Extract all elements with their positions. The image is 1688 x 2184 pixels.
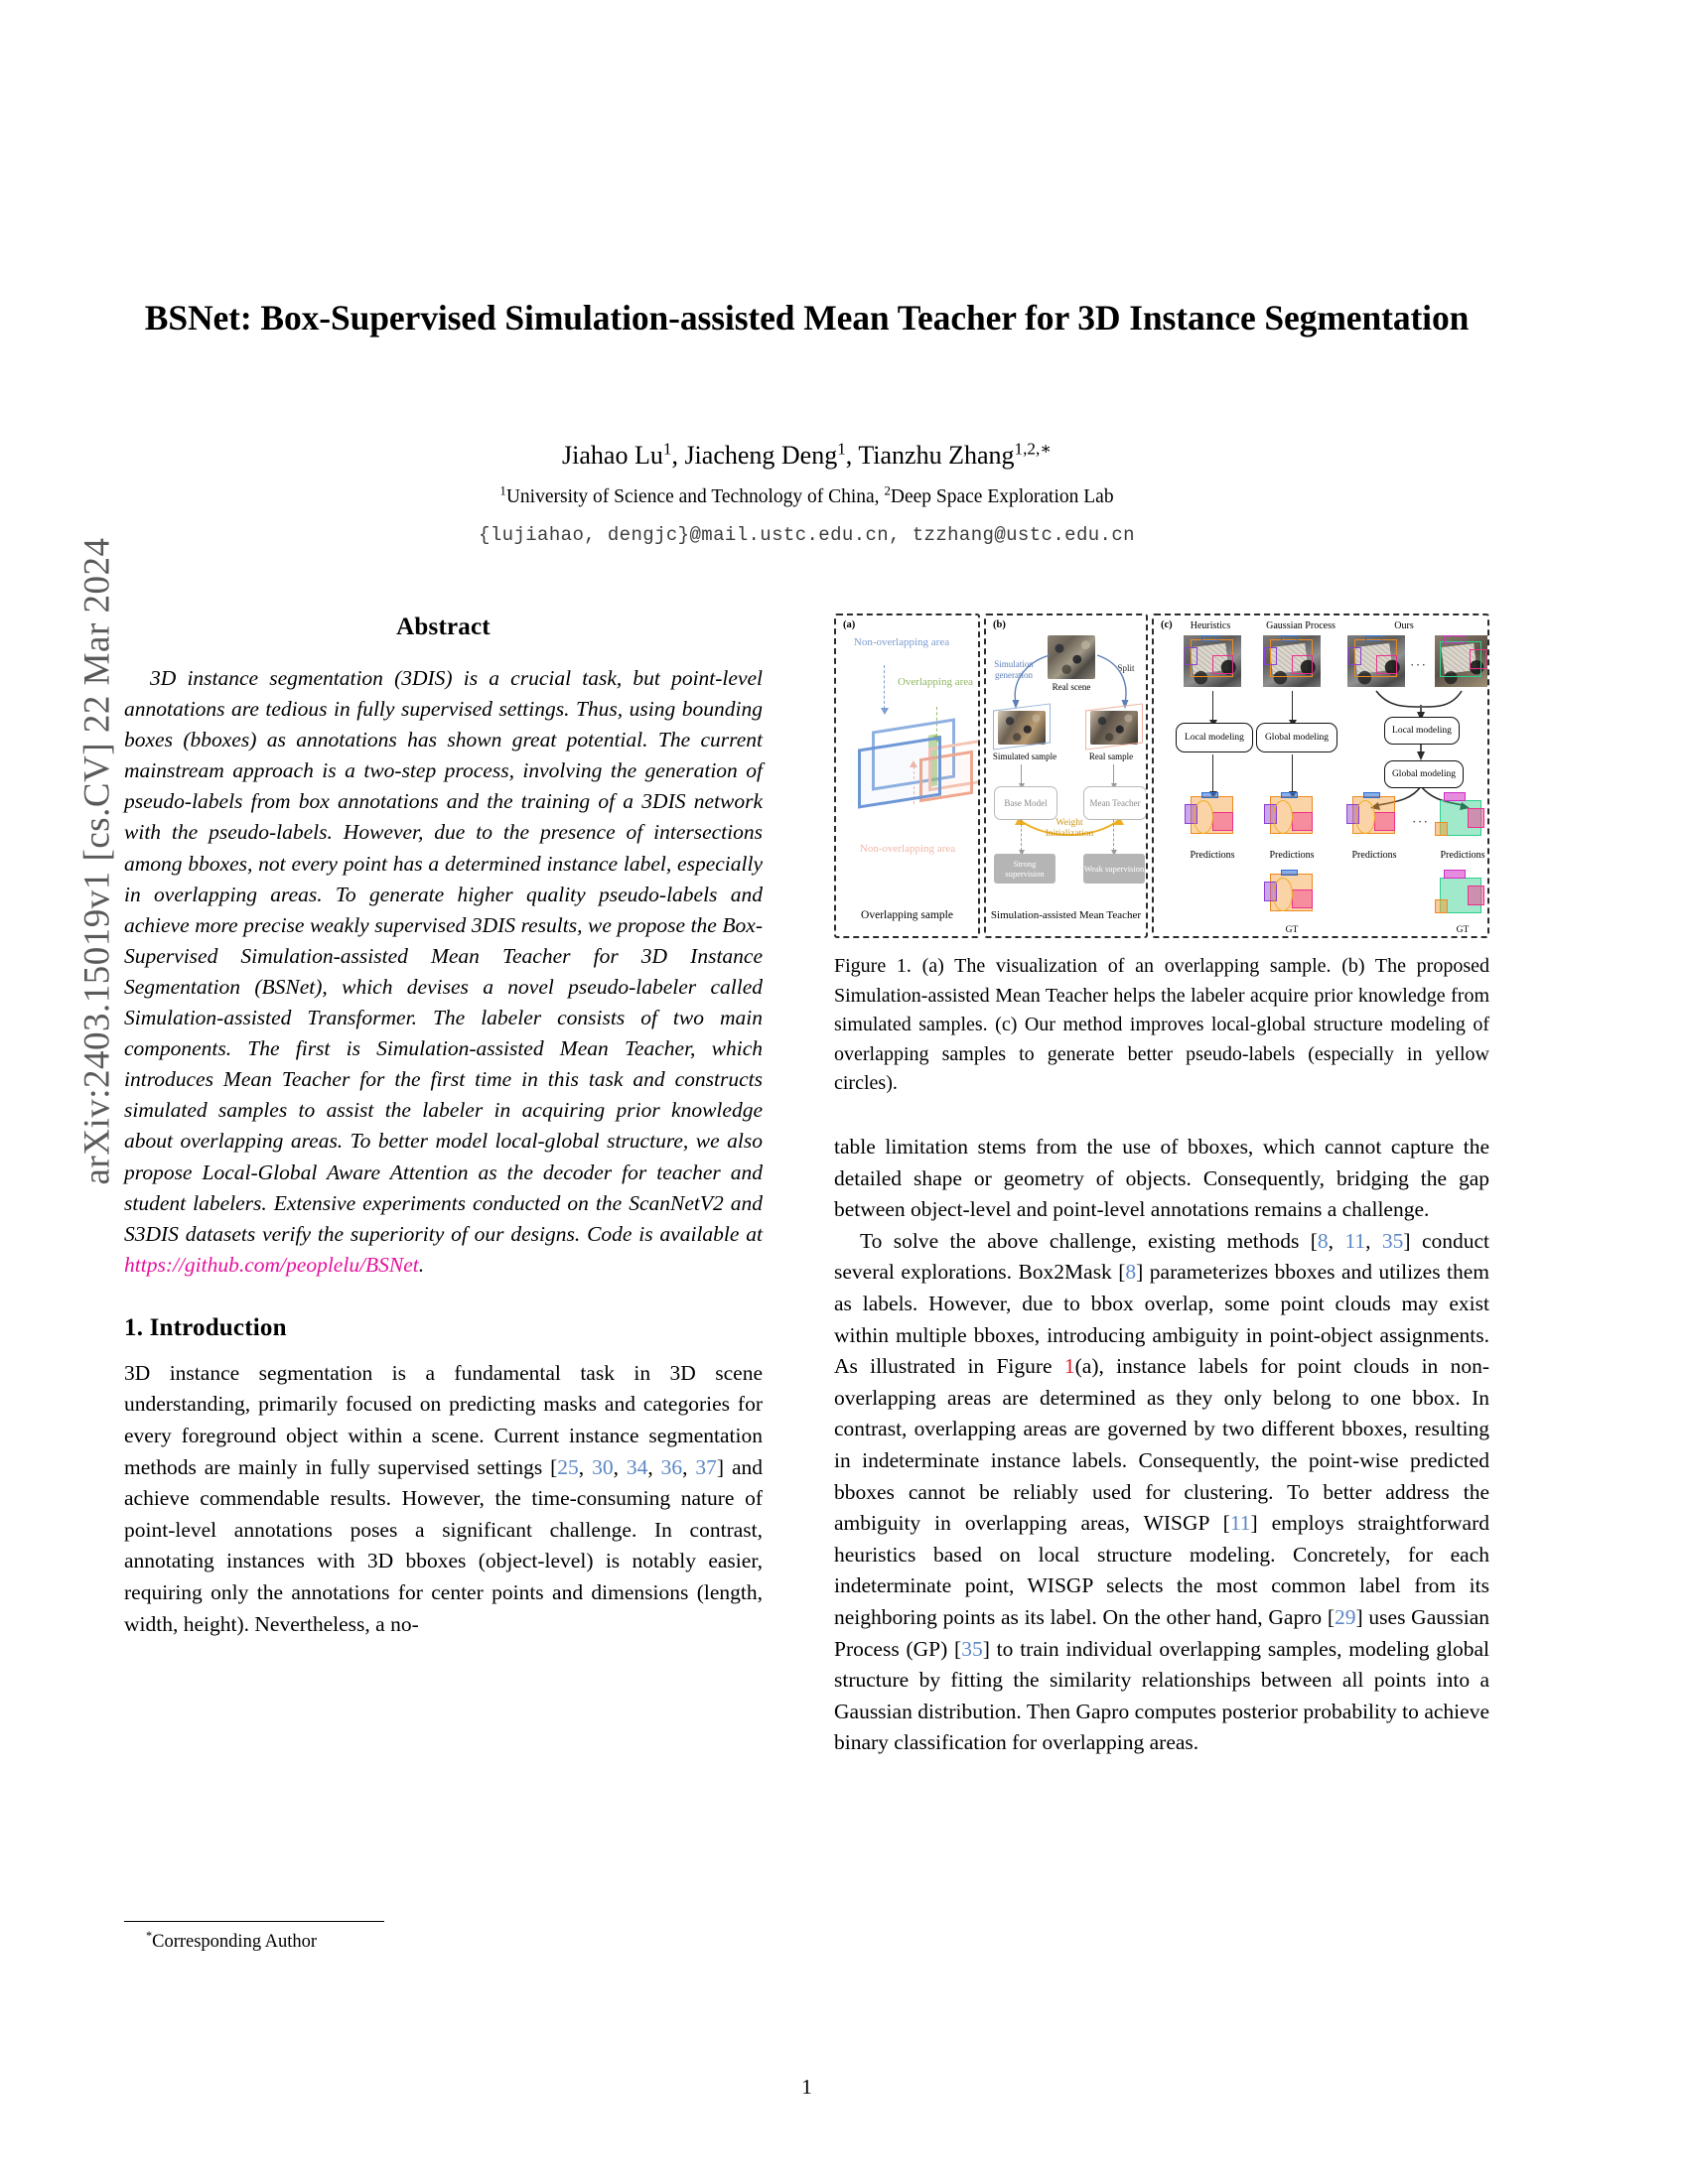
panel-c-scene2-bbox-blue <box>1281 635 1298 641</box>
panel-c-gt-ours <box>1435 870 1488 921</box>
panel-c-arrow-local-to-pred1 <box>1212 754 1213 792</box>
citation-36[interactable]: 36 <box>660 1454 683 1479</box>
introduction-heading: 1. Introduction <box>124 1313 287 1341</box>
right-p2-d: (a), instance labels for point clouds in non-overlapping areas are determined as they only belong to one bbox. In contrast, overlapping areas are governed by two different bboxes, resulting in indeterminate instance labels. Consequently, the point-wise predicted bboxes cannot be reliably used for clustering. To better address the ambiguity in overlapping areas, WISGP [ <box>834 1354 1489 1536</box>
panel-c-scene3-bbox-pink <box>1376 655 1397 674</box>
panel-a-label-nonoverlapping-top: Non-overlapping area <box>853 636 950 648</box>
right-p2-g: ] to train individual overlapping samples, modeling global structure by fitting the similarity relationships between all points into a Gaussian distribution. Then Gapro computes posterior probability to achieve binary classification for overlapping areas. <box>834 1636 1489 1755</box>
panel-b-real-scene-image <box>1048 635 1095 679</box>
panel-b-label-real-scene: Real scene <box>1052 682 1091 692</box>
citation-11-b[interactable]: 11 <box>1229 1511 1251 1536</box>
gtN-pink <box>1468 886 1484 905</box>
figure-panel-a <box>834 614 980 938</box>
pred1-pink <box>1212 812 1233 831</box>
panel-c-label-predictions-n: Predictions <box>1440 850 1485 861</box>
panel-c-highlight-ellipse-3 <box>1355 800 1375 834</box>
panel-b-tag: (b) <box>993 619 1006 630</box>
footnote <box>124 1921 763 1953</box>
pred2-pink <box>1292 812 1313 831</box>
panel-b-arrow-to-base-model <box>1021 764 1022 784</box>
panel-c-scene1-bbox-pink <box>1212 655 1233 674</box>
figure-1-graphic <box>834 614 1489 938</box>
panel-b-label-split: Split <box>1117 663 1135 673</box>
panel-b-arrow-to-weak-supervision <box>1113 819 1114 851</box>
gtN-orange <box>1435 899 1448 913</box>
right-p2-f: ] uses Gaussian Process (GP) [ <box>834 1604 1489 1661</box>
panel-c-arrow-gp-to-global <box>1292 691 1293 721</box>
affiliation-list: $^1$University of Science and Technology of China, $^2$Deep Space Exploration Lab <box>499 483 1114 507</box>
panel-c-label-gt-1: GT <box>1285 925 1299 935</box>
intro-p1-a: 3D instance segmentation is a fundamental task in 3D scene understanding, primarily focused on predicting masks and categories for every foreground object within a scene. Current instance segmentation methods are mainly in fully supervised settings [ <box>124 1360 763 1479</box>
footnote-marker: * <box>146 1928 153 1943</box>
figure-1-caption: Figure 1. (a) The visualization of an overlapping sample. (b) The proposed Simulation-assisted Mean Teacher helps the labeler acquire prior knowledge from simulated samples. (c) Our method improves local-global structure modeling of overlapping samples to generate better pseudo-labels (especially in yellow circles). <box>834 955 1489 1094</box>
citation-25[interactable]: 25 <box>557 1454 579 1479</box>
panel-c-prediction-ours-n <box>1435 792 1488 844</box>
panel-c-scene1-bbox-purple <box>1185 647 1197 665</box>
predN-magenta <box>1444 792 1466 801</box>
panel-c-arrow-global-to-pred2 <box>1292 754 1293 792</box>
panel-c-scene-ellipsis: ··· <box>1410 657 1428 672</box>
citation-35-a[interactable]: 35 <box>1381 1228 1404 1253</box>
panel-c-predictions-ellipsis: ··· <box>1412 814 1430 829</box>
right-p2-a: To solve the above challenge, existing methods [ <box>860 1228 1318 1253</box>
footnote-text <box>124 1928 763 1953</box>
panel-a-arrow-nonoverlap-top <box>884 665 885 709</box>
arxiv-stamp: arXiv:2403.15019v1 [cs.CV] 22 Mar 2024 <box>76 537 118 1185</box>
citation-8-b[interactable]: 8 <box>1125 1260 1137 1285</box>
right-paragraph-continued: table limitation stems from the use of bboxes, which cannot capture the detailed shape or geometry of objects. Consequently, bridging the gap between object-level and point-level annotations remains a challenge. <box>834 1135 1489 1222</box>
figure-reference-1[interactable]: 1 <box>1063 1354 1075 1379</box>
panel-b-node-mean-teacher: Mean Teacher <box>1083 786 1147 820</box>
page-title: BSNet: Box-Supervised Simulation-assisted Mean Teacher for 3D Instance Segmentation <box>144 297 1470 338</box>
abstract-code-prefix: Code is available at <box>587 1221 763 1246</box>
panel-b-arrow-to-strong-supervision <box>1021 819 1022 851</box>
citation-30[interactable]: 30 <box>592 1454 614 1479</box>
panel-b-label-real-sample: Real sample <box>1088 751 1134 761</box>
pred2-blue <box>1281 792 1298 798</box>
footnote-rule <box>124 1921 384 1922</box>
right-paragraph-2: To solve the above challenge, existing methods [8, 11, 35] conduct several explorations. Box2Mask [8] parameterizes bboxes and utilizes them as labels. However, due to bbox overlap, some point clouds may exist within multiple bboxes, introducing ambiguity in point-object assignments. As illustrated in Figure 1(a), instance labels for point clouds in non-overlapping areas are determined as they only belong to one bbox. In contrast, overlapping areas are governed by two different bboxes, resulting in indeterminate instance labels. Consequently, the point-wise predicted bboxes cannot be reliably used for clustering. To better address the ambiguity in overlapping areas, WISGP [11] employs straightforward heuristics based on local structure modeling. Concretely, for each indeterminate point, WISGP selects the most common label from its neighboring points as its label. On the other hand, Gapro [29] uses Gaussian Process (GP) [35] to train individual overlapping samples, modeling global structure by fitting the similarity relationships between all points into a Gaussian distribution. Then Gapro computes posterior probability to achieve binary classification for overlapping areas. <box>834 1228 1490 1755</box>
panel-c-arrow-heuristics-to-local <box>1212 691 1213 721</box>
introduction-paragraph-1: 3D instance segmentation is a fundamental task in 3D scene understanding, primarily focused on predicting masks and categories for every foreground object within a scene. Current instance segmentation methods are mainly in fully supervised settings [25, 30, 34, 36, 37] and achieve commendable results. However, the time-consuming nature of point-level annotations poses a significant challenge. In contrast, annotating instances with 3D bboxes (object-level) is notably easier, requiring only the annotations for center points and dimensions (length, width, height). Nevertheless, a no- <box>124 1360 764 1636</box>
author-list: Jiahao Lu$^1$, Jiacheng Deng$^1$, Tianzhu Zhang$^{1,2,∗}$ <box>562 439 1052 470</box>
pred3-blue <box>1363 792 1380 798</box>
citation-34[interactable]: 34 <box>626 1454 648 1479</box>
citation-37[interactable]: 37 <box>695 1454 717 1479</box>
panel-b-simulated-sample-bbox <box>993 703 1051 750</box>
panel-c-column-title-gaussian-process: Gaussian Process <box>1266 620 1336 631</box>
panel-c-scene1-bbox-blue <box>1201 635 1218 641</box>
panel-c-column-title-ours: Ours <box>1394 620 1414 631</box>
right-p2-e: ] employs straightforward heuristics based on local structure modeling. Concretely, for each indeterminate point, WISGP selects the most common label from its neighboring points as its label. On the other hand, Gapro [ <box>834 1511 1489 1629</box>
panel-b-node-weak-supervision: Weak supervision <box>1083 854 1145 884</box>
panel-b-node-strong-supervision: Strong supervision <box>994 854 1055 884</box>
predN-orange <box>1435 822 1448 836</box>
figure-1 <box>834 614 1489 1099</box>
pred3-pink <box>1374 812 1395 831</box>
code-repository-link[interactable]: https://github.com/peoplelu/BSNet <box>124 1252 419 1277</box>
abstract-text <box>124 663 763 1281</box>
panel-c-column-title-heuristics: Heuristics <box>1190 620 1231 631</box>
gt2-blue <box>1281 870 1298 876</box>
panel-b-caption: Simulation-assisted Mean Teacher <box>990 909 1142 921</box>
panel-c-scene3-bbox-blue <box>1365 635 1382 641</box>
panel-c-scene2-bbox-pink <box>1292 655 1313 674</box>
paper-page <box>124 0 1489 2184</box>
panel-c-tag: (c) <box>1161 619 1173 630</box>
panel-b-label-simulated-sample: Simulated sample <box>992 751 1057 761</box>
panel-c-scene2-bbox-purple <box>1264 647 1277 665</box>
right-p2-c: ] parameterizes bboxes and utilizes them as labels. However, due to bbox overlap, some point clouds may exist within multiple bboxes, introducing ambiguity in point-object assignments. As illustrated in Figure <box>834 1260 1489 1379</box>
abstract-code-suffix: . <box>418 1252 425 1277</box>
figure-panel-b <box>984 614 1148 938</box>
citation-35-b[interactable]: 35 <box>961 1636 983 1661</box>
panel-a-label-nonoverlapping-bottom: Non-overlapping area <box>859 843 956 855</box>
figure-panel-c <box>1152 614 1489 938</box>
panel-c-label-predictions-1: Predictions <box>1190 850 1235 861</box>
panel-c-highlight-ellipse-2 <box>1273 800 1293 834</box>
panel-c-sceneN-bbox-pink <box>1470 649 1486 669</box>
left-column <box>124 614 763 1640</box>
panel-c-sceneN-bbox-magenta <box>1444 635 1466 643</box>
panel-c-label-predictions-3: Predictions <box>1351 850 1397 861</box>
right-column <box>834 1132 1489 1759</box>
panel-c-label-predictions-2: Predictions <box>1269 850 1315 861</box>
panel-c-node-global-modeling: Global modeling <box>1256 723 1337 752</box>
author-emails: {lujiahao, dengjc}@mail.ustc.edu.cn, tzzhang@ustc.edu.cn <box>479 524 1135 546</box>
panel-c-node-local-modeling: Local modeling <box>1176 723 1253 752</box>
panel-c-node-global-modeling-ours: Global modeling <box>1384 760 1464 788</box>
pred1-blue <box>1201 792 1218 798</box>
footnote-label: Corresponding Author <box>152 1932 318 1952</box>
predN-pink <box>1468 808 1484 828</box>
panel-b-arrow-to-mean-teacher <box>1113 764 1114 784</box>
right-p2-b: ] conduct several explorations. Box2Mask [ <box>834 1228 1490 1285</box>
citation-29[interactable]: 29 <box>1335 1604 1356 1629</box>
panel-a-caption: Overlapping sample <box>861 909 953 921</box>
panel-a-label-overlapping: Overlapping area <box>897 676 974 688</box>
panel-c-scene3-bbox-purple <box>1348 647 1361 665</box>
panel-b-real-sample-bbox <box>1085 703 1143 750</box>
gt2-pink <box>1292 889 1313 908</box>
panel-b-node-base-model: Base Model <box>994 786 1057 820</box>
citation-8-a[interactable]: 8 <box>1317 1228 1329 1253</box>
gtN-magenta <box>1444 870 1466 879</box>
panel-b-label-weight-initialization: Weight Initialization <box>1045 818 1094 839</box>
panel-a-tag: (a) <box>843 619 856 630</box>
abstract-body-span: 3D instance segmentation (3DIS) is a crucial task, but point-level annotations are tedious in fully supervised settings. Thus, using bounding boxes (bboxes) as annotations has shown great potential. The current mainstream approach is a two-step process, involving the generation of pseudo-labels from box annotations and the training of a 3DIS network with the pseudo-labels. However, due to the presence of intersections among bboxes, not every point has a determined instance label, especially in overlapping areas. To generate higher quality pseudo-labels and achieve more precise weakly supervised 3DIS results, we propose the Box-Supervised Simulation-assisted Mean Teacher for 3D Instance Segmentation (BSNet), which devises a novel pseudo-labeler called Simulation-assisted Transformer. The labeler consists of two main components. The first is Simulation-assisted Mean Teacher, which introduces Mean Teacher for the first time in this task and constructs simulated samples to assist the labeler in acquiring prior knowledge about overlapping areas. To better model local-global structure, we also propose Local-Global Aware Attention as the decoder for teacher and student labelers. Extensive experiments conducted on the ScanNetV2 and S3DIS datasets verify the superiority of our designs. <box>124 666 763 1246</box>
citation-11-a[interactable]: 11 <box>1344 1228 1366 1253</box>
intro-p1-b: ] and achieve commendable results. However, the time-consuming nature of point-level annotations poses a significant challenge. In contrast, annotating instances with 3D bboxes (object-level) is notably easier, requiring only the annotations for center points and dimensions (length, width, height). Nevertheless, a no- <box>124 1454 764 1636</box>
panel-c-label-gt-2: GT <box>1456 925 1470 935</box>
panel-b-label-simulation-generation: Simulation generation <box>994 659 1034 680</box>
panel-c-node-local-modeling-ours: Local modeling <box>1384 717 1460 745</box>
panel-c-highlight-ellipse-1 <box>1194 800 1213 834</box>
panel-c-highlight-ellipse-gt <box>1273 878 1293 911</box>
page-number: 1 <box>801 2075 812 2099</box>
abstract-heading: Abstract <box>396 614 491 640</box>
